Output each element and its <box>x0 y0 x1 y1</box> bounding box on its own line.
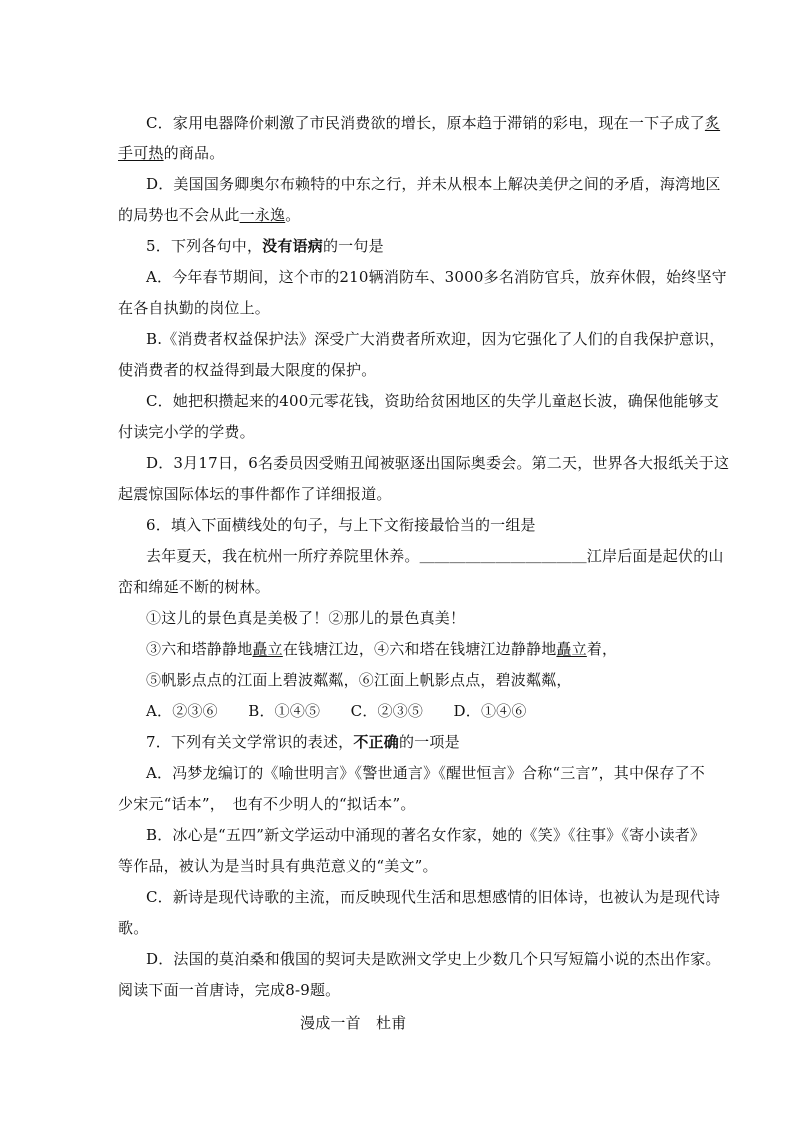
underlined-text: 矗立 <box>556 640 587 658</box>
text-segment: 起震惊国际体坛的事件都作了详细报道。 <box>118 485 392 503</box>
text-segment: 去年夏天，我在杭州一所疗养院里休养。＿＿＿＿＿＿＿＿＿＿＿江岸后面是起伏的山 <box>146 547 724 565</box>
text-line <box>118 980 340 1000</box>
text-line <box>146 515 536 535</box>
text-segment: 峦和绵延不断的树林。 <box>118 578 271 596</box>
text-segment: C．家用电器降价刺激了市民消费欲的增长，原本趋于滞销的彩电，现在一下子成了 <box>146 114 705 132</box>
text-segment: ①这儿的景色真是美极了！②那儿的景色真美！ <box>146 609 466 627</box>
text-line <box>118 484 392 504</box>
underlined-text: 手可热 <box>118 144 164 162</box>
text-line <box>146 267 727 287</box>
text-segment: C．新诗是现代诗歌的主流，而反映现代生活和思想感情的旧体诗，也被认为是现代诗 <box>146 888 721 906</box>
text-line <box>146 608 465 628</box>
text-line <box>118 422 255 442</box>
bold-text: 没有语病 <box>262 237 323 255</box>
text-segment: 付读完小学的学费。 <box>118 423 255 441</box>
text-segment: C．她把积攒起来的400元零花钱，资助给贫困地区的失学儿童赵长波，确保他能够支 <box>146 392 719 410</box>
text-segment: 。 <box>285 206 301 224</box>
text-segment: 在钱塘江边，④六和塔在钱塘江边静静地 <box>282 640 557 658</box>
text-segment: 在各自执勤的岗位上。 <box>118 299 271 317</box>
text-line <box>146 391 719 411</box>
text-line <box>146 732 460 752</box>
underlined-text: 矗立 <box>252 640 283 658</box>
text-segment: 漫成一首 杜甫 <box>300 1014 407 1032</box>
text-segment: A．冯梦龙编订的《喻世明言》《警世通言》《醒世恒言》合称“三言”，其中保存了不 <box>146 764 705 782</box>
text-line <box>146 236 384 256</box>
text-line <box>118 577 270 597</box>
text-line <box>118 143 224 163</box>
text-line <box>146 763 705 783</box>
text-segment: ③六和塔静静地 <box>146 640 253 658</box>
text-segment: 7．下列有关文学常识的表述， <box>146 733 354 751</box>
text-line <box>146 701 527 721</box>
text-segment: 阅读下面一首唐诗，完成8-9题。 <box>118 981 341 999</box>
text-segment: A．②③⑥ B．①④⑤ C．②③⑤ D．①④⑥ <box>146 702 527 720</box>
underlined-text: 一永逸 <box>239 206 286 224</box>
text-segment: 6．填入下面横线处的句子，与上下文衔接最恰当的一组是 <box>146 516 536 534</box>
text-line <box>146 453 729 473</box>
text-segment: 5．下列各句中， <box>146 237 263 255</box>
text-line <box>146 113 720 133</box>
text-line <box>146 639 617 659</box>
poem-title <box>300 1013 406 1033</box>
text-segment: 的局势也不会从此 <box>118 206 240 224</box>
text-segment: 的一句是 <box>322 237 384 255</box>
text-segment: B．冰心是“五四”新文学运动中涌现的著名女作家，她的《笑》《往事》《寄小读者》 <box>146 826 706 844</box>
text-segment: 的商品。 <box>163 144 225 162</box>
underlined-text: 炙 <box>704 114 721 132</box>
text-segment: 等作品，被认为是当时具有典范意义的“美文”。 <box>118 857 438 875</box>
text-segment: 歌。 <box>118 919 149 937</box>
text-segment: 使消费者的权益得到最大限度的保护。 <box>118 361 377 379</box>
text-line <box>146 949 721 969</box>
text-line <box>146 887 720 907</box>
bold-text: 不正确 <box>353 733 399 751</box>
text-segment: D．法国的莫泊桑和俄国的契诃夫是欧洲文学史上少数几个只写短篇小说的杰出作家。 <box>146 950 721 968</box>
text-line <box>118 918 148 938</box>
text-line <box>146 174 721 194</box>
text-segment: 的一项是 <box>398 733 460 751</box>
text-line <box>118 205 300 225</box>
text-line <box>118 298 270 318</box>
text-line <box>118 360 376 380</box>
text-segment: A．今年春节期间，这个市的210辆消防车、3000多名消防官兵，放弃休假，始终坚守 <box>146 268 727 286</box>
text-segment: ⑤帆影点点的江面上碧波粼粼，⑥江面上帆影点点，碧波粼粼， <box>146 671 572 689</box>
text-segment: D．3月17日，6名委员因受贿丑闻被驱逐出国际奥委会。第二天，世界各大报纸关于这 <box>146 454 730 472</box>
text-segment: 着， <box>586 640 618 658</box>
text-line <box>118 794 416 814</box>
text-line <box>146 546 724 566</box>
text-segment: B.《消费者权益保护法》深受广大消费者所欢迎，因为它强化了人们的自我保护意识， <box>146 330 725 348</box>
text-segment: 少宋元“话本”， 也有不少明人的“拟话本”。 <box>118 795 416 813</box>
text-line <box>146 825 705 845</box>
text-line <box>118 856 438 876</box>
text-segment: D．美国国务卿奥尔布赖特的中东之行，并未从根本上解决美伊之间的矛盾，海湾地区 <box>146 175 721 193</box>
text-line <box>146 670 572 690</box>
text-line <box>146 329 725 349</box>
